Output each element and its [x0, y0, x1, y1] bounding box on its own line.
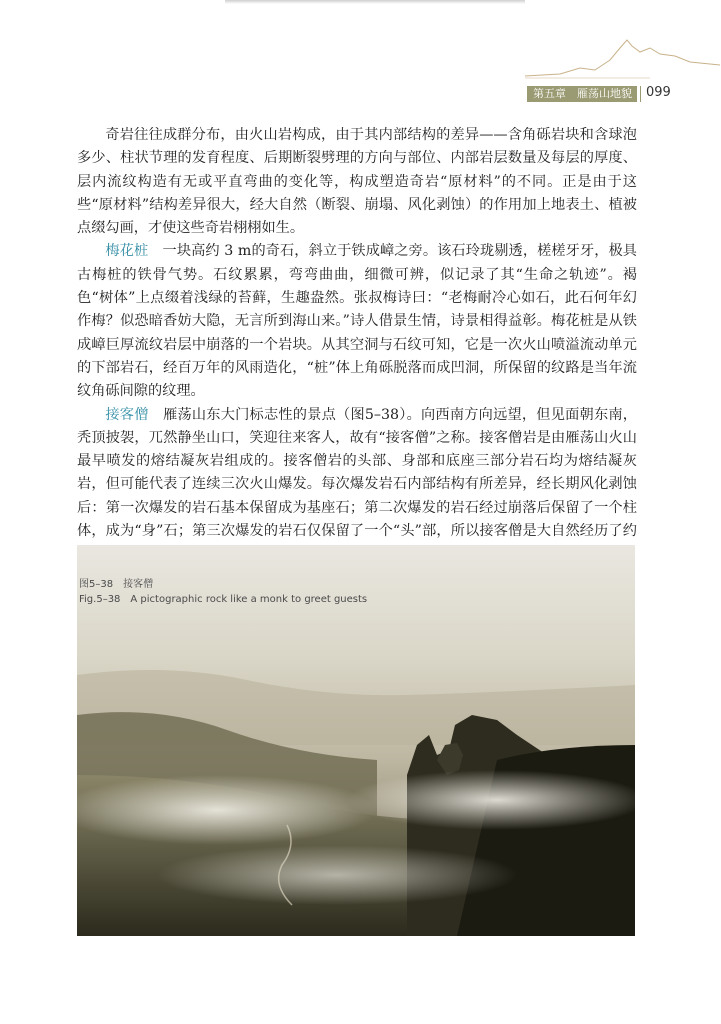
figure-caption-cn: 图5–38 接客僧 — [79, 579, 154, 590]
paragraph-intro: 奇岩往往成群分布，由火山岩构成，由于其内部结构的差异——含角砾岩块和含球泡多少、柱状节理的发育程度、后期断裂劈理的方向与部位、内部岩层数量及每层的厚度、层内流纹构造有无或平直弯曲的变化等，构成塑造奇岩“原材料”的不同。正是由于这些“原材料”结构差异很大，经大自然（断裂、崩塌、风化剥蚀）的作用加上地表土、植被点缀勾画，才使这些奇岩栩栩如生。 — [77, 127, 637, 237]
paragraph-meihuazhuang-text: 一块高约 3 m的奇石，斜立于铁成嶂之旁。该石玲珑剔透，槎槎牙牙，极具古梅桩的铁骨气势。石纹累累，弯弯曲曲，细微可辨，似记录了其“生命之轨迹”。褐色“树体”上点缀着浅绿的苔藓，生趣盎然。张叔梅诗曰：“老梅耐冷心如石，此石何年幻作梅？似恐暗香妨大隐，无言所到海山来。”诗人借景生情，诗景相得益彰。梅花桩是从铁成嶂巨厚流纹岩层中崩落的一个岩块。从其空洞与石纹可知，它是一次火山喷溢流动单元的下部岩石，经百万年的风雨造化，“桩”体上角砾脱落而成凹洞，所保留的纹路是当年流纹角砾间隙的纹理。 — [77, 243, 637, 400]
figure-caption-en: Fig.5–38 A pictographic rock like a monk to greet guests — [79, 594, 368, 605]
paragraph-jiekeseng — [77, 404, 637, 567]
page-number: 099 — [646, 85, 671, 100]
header-separator — [640, 86, 641, 102]
paragraph-meihuazhuang — [77, 240, 637, 403]
term-jiekeseng: 接客僧 — [105, 406, 149, 423]
top-shadow — [225, 0, 525, 4]
chapter-header: 第五章 雁荡山地貌 — [527, 86, 637, 102]
mountain-line-decoration — [520, 30, 721, 80]
paragraph-jiekeseng-text: 雁荡山东大门标志性的景点（图5–38）。向西南方向远望，但见面朝东南，秃顶披袈，兀然静坐山口，笑迎往来客人，故有“接客僧”之称。接客僧岩是由雁荡山火山最早喷发的熔结凝灰岩组成的。接客僧岩的头部、身部和底座三部分岩石均为熔结凝灰岩，但可能代表了连续三次火山爆发。每次爆发岩石内部结构有所差异，经长期风化剥蚀后：第一次爆发的岩石基本保留成为基座石；第二次爆发的岩石经过崩落后保留了一个柱体，成为“身”石；第三次爆发的岩石仅保留了一个“头”部，所以接客僧是大自然经历了约 — [77, 406, 637, 540]
figure-jiekeseng-photo — [77, 545, 635, 936]
body-text — [77, 124, 637, 567]
term-meihuazhuang: 梅花桩 — [105, 243, 149, 260]
